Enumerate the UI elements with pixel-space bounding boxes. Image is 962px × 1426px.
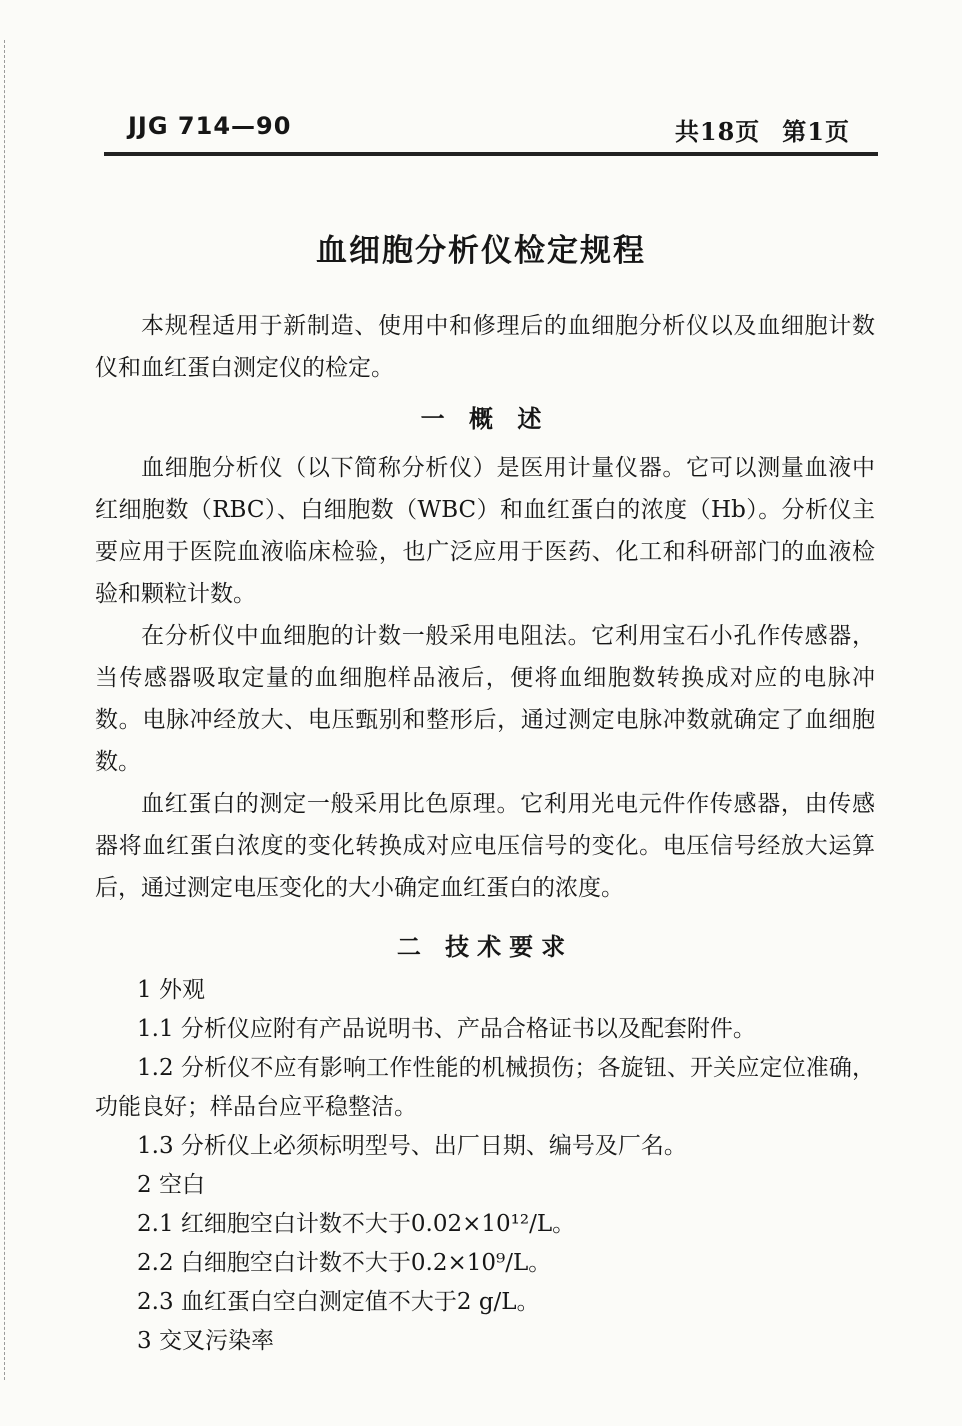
requirement-item: 2 空白 (137, 1172, 205, 1198)
document-code: JJG 714—90 (128, 112, 292, 140)
requirement-item: 2.3 血红蛋白空白测定值不大于2 g/L。 (137, 1289, 540, 1315)
requirement-item: 2.2 白细胞空白计数不大于0.2×10⁹/L。 (137, 1250, 552, 1276)
total-pages: 共18页 (674, 117, 761, 146)
page-title: 血细胞分析仪检定规程 (316, 233, 646, 269)
requirement-item: 1.2 分析仪不应有影响工作性能的机械损伤；各旋钮、开关应定位准确，功能良好；样品台应平稳整洁。 (95, 1055, 875, 1120)
section-heading-overview: 一 概 述 (420, 404, 550, 433)
requirement-item: 1.3 分析仪上必须标明型号、出厂日期、编号及厂名。 (137, 1133, 687, 1159)
document-body (95, 305, 875, 1361)
intro-paragraph: 本规程适用于新制造、使用中和修理后的血细胞分析仪以及血细胞计数仪和血红蛋白测定仪的检定。 (95, 313, 875, 381)
page-number: 第1页 (782, 117, 850, 146)
page-header (128, 108, 878, 148)
header-rule (104, 152, 878, 156)
overview-paragraph-2: 在分析仪中血细胞的计数一般采用电阻法。它利用宝石小孔作传感器，当传感器吸取定量的血细胞样品液后，便将血细胞数转换成对应的电脉冲数。电脉冲经放大、电压甄别和整形后，通过测定电脉冲数就确定了血细胞数。 (95, 623, 875, 775)
requirement-item: 1.1 分析仪应附有产品说明书、产品合格证书以及配套附件。 (137, 1016, 756, 1042)
requirement-item: 1 外观 (137, 977, 205, 1003)
requirement-item: 3 交叉污染率 (137, 1328, 274, 1354)
section-heading-requirements: 二 技术要求 (396, 932, 574, 961)
overview-paragraph-3: 血红蛋白的测定一般采用比色原理。它利用光电元件作传感器，由传感器将血红蛋白浓度的变化转换成对应电压信号的变化。电压信号经放大运算后，通过测定电压变化的大小确定血红蛋白的浓度。 (95, 791, 875, 901)
overview-paragraph-1: 血细胞分析仪（以下简称分析仪）是医用计量仪器。它可以测量血液中红细胞数（RBC）、白细胞数（WBC）和血红蛋白的浓度（Hb）。分析仪主要应用于医院血液临床检验，也广泛应用于医药、化工和科研部门的血液检验和颗粒计数。 (95, 455, 875, 607)
page-count (675, 112, 850, 147)
requirement-item: 2.1 红细胞空白计数不大于0.02×10¹²/L。 (137, 1211, 576, 1237)
